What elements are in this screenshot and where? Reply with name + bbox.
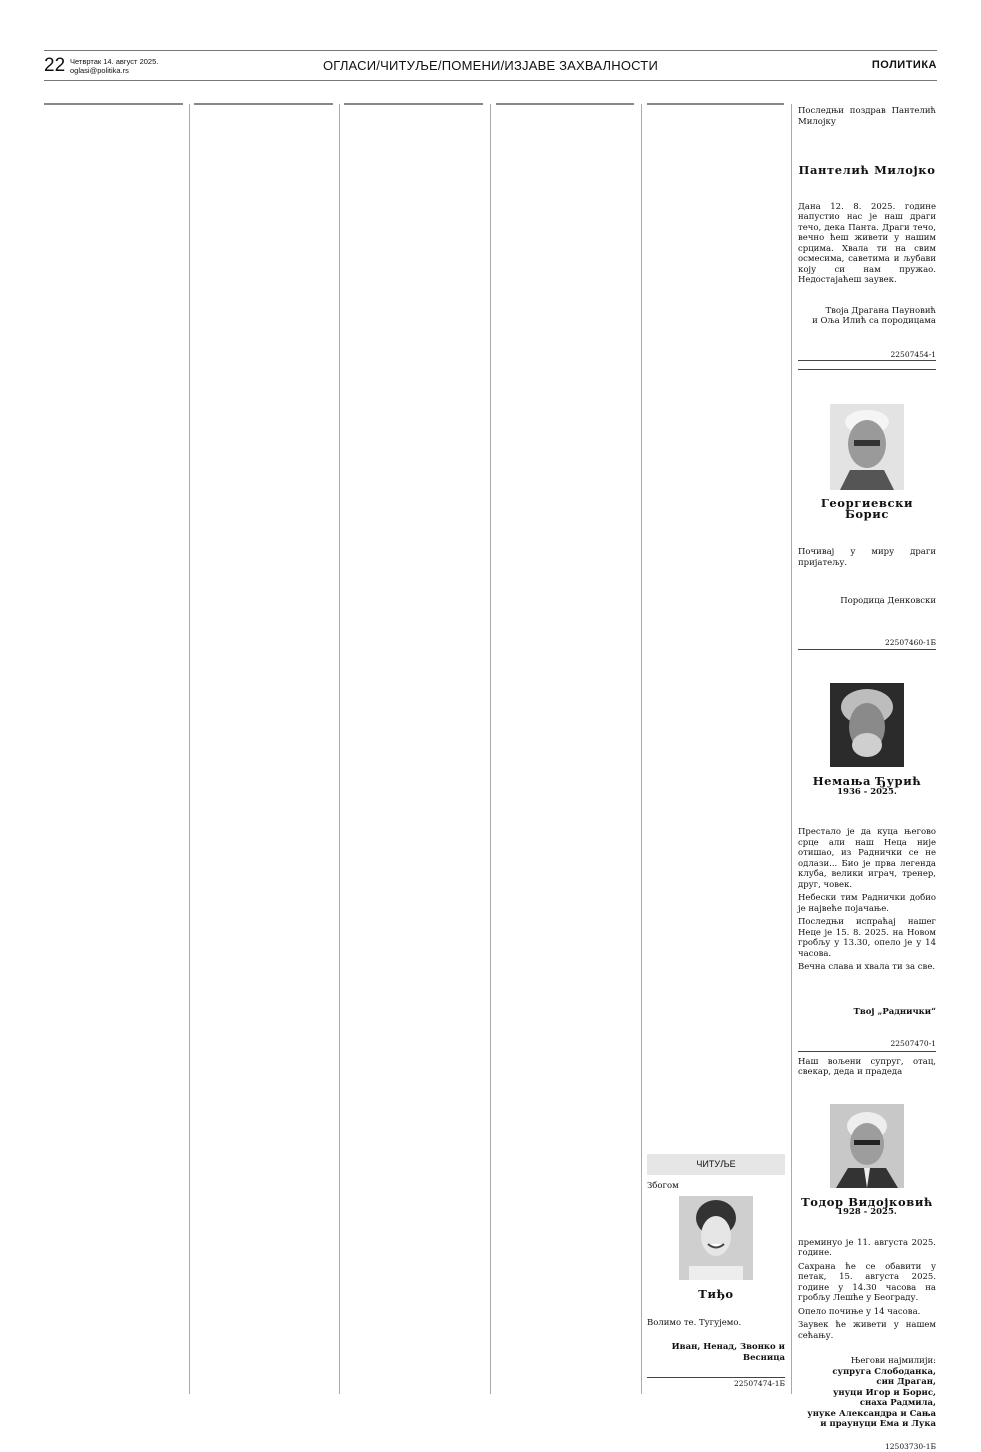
message-paragraph: Небески тим Раднички добио је највеће појачање. bbox=[798, 893, 936, 914]
column-4-top-rule bbox=[496, 103, 634, 105]
header-bottom-rule bbox=[44, 80, 937, 81]
message-paragraph: Сахрана ће се обавити у петак, 15. августа 2025. године у 14.30 часова на гробљу Лешће у Београду. bbox=[798, 1262, 936, 1304]
signature-line: и праунуци Ема и Лука bbox=[798, 1419, 936, 1430]
date: Четвртак 14. август 2025. bbox=[70, 57, 158, 66]
page-number: 22 bbox=[44, 55, 65, 77]
signature-line: унуци Игор и Борис, bbox=[798, 1388, 936, 1399]
column-separator bbox=[189, 104, 190, 1394]
deceased-name: Немања Ђурић bbox=[798, 776, 936, 787]
ad-code: 22507460-1Б bbox=[798, 638, 936, 649]
portrait-photo bbox=[679, 1196, 753, 1280]
intro-text: Последњи поздрав Пантелић Милојку bbox=[798, 106, 936, 127]
ad-rule bbox=[798, 649, 936, 650]
message-text: Дана 12. 8. 2025. године напустио нас је наш драги течо, дека Панта. Драги течо, вечно ћеш живети у нашим срцима. Хвала ти на свим осмесима, саветима и љубави коју си нам пружао. Недостајаћеш заувек. bbox=[798, 202, 936, 286]
deceased-name: Пантелић Милојко bbox=[798, 165, 936, 176]
email-link[interactable]: oglasi@politika.rs bbox=[70, 66, 158, 75]
obituary-tidjo bbox=[647, 1154, 785, 1390]
message-paragraph: преминуо је 11. августа 2025. године. bbox=[798, 1238, 936, 1259]
ad-rule bbox=[647, 1377, 785, 1378]
deceased-name: Тиђо bbox=[647, 1289, 785, 1300]
ad-code: 12503730-1Б bbox=[798, 1442, 936, 1452]
column-3-top-rule bbox=[344, 103, 483, 105]
portrait-photo bbox=[830, 683, 904, 767]
portrait-photo bbox=[830, 1104, 904, 1188]
portrait-photo bbox=[830, 404, 904, 490]
message-paragraph: Вечна слава и хвала ти за све. bbox=[798, 962, 936, 973]
obituary-column-6 bbox=[798, 106, 936, 1452]
signature: Иван, Ненад, Звонко и Весница bbox=[647, 1342, 785, 1363]
life-years: 1928 - 2025. bbox=[798, 1207, 936, 1218]
section-title: ОГЛАСИ/ЧИТУЉЕ/ПОМЕНИ/ИЗЈАВЕ ЗАХВАЛНОСТИ bbox=[0, 58, 981, 73]
category-tag: ЧИТУЉЕ bbox=[647, 1154, 785, 1175]
ad-rule bbox=[798, 369, 936, 370]
signature: Породица Денковски bbox=[798, 596, 936, 607]
ad-rule bbox=[798, 1051, 936, 1052]
signature: Твоја Драгана Пауновић bbox=[798, 306, 936, 317]
message-text: Почивај у миру драги пријатељу. bbox=[798, 547, 936, 568]
column-separator bbox=[641, 104, 642, 1394]
intro-text: Збогом bbox=[647, 1181, 785, 1192]
header-top-rule bbox=[44, 50, 937, 51]
message-paragraph: Престало је да куца његово срце али наш Неца није отишао, из Раднички се не одлази... Био је прва легенда клуба, велики играч, тренер, друг, човек. bbox=[798, 827, 936, 890]
signature-line: Његови најмилији: bbox=[798, 1356, 936, 1367]
column-separator bbox=[339, 104, 340, 1394]
signature-block bbox=[798, 1356, 936, 1430]
message-paragraph: Опело почиње у 14 часова. bbox=[798, 1307, 936, 1318]
signature-line: унуке Александра и Сања bbox=[798, 1409, 936, 1420]
column-1-top-rule bbox=[44, 103, 183, 105]
intro-text: Наш вољени супруг, отац, свекар, деда и прадеда bbox=[798, 1057, 936, 1078]
ad-code: 22507454-1 bbox=[798, 350, 936, 361]
column-separator bbox=[490, 104, 491, 1394]
message-paragraph: Заувек ће живети у нашем сећању. bbox=[798, 1320, 936, 1341]
column-2-top-rule bbox=[194, 103, 333, 105]
column-separator bbox=[791, 104, 792, 1394]
newspaper-logo: ПОЛИТИКА bbox=[872, 59, 937, 71]
message-paragraph: Последњи испраћај нашег Неце је 15. 8. 2025. на Новом гробљу у 13.30, опело је у 14 часова. bbox=[798, 917, 936, 959]
signature: Твој „Раднички“ bbox=[798, 1007, 936, 1018]
signature-line: син Драган, bbox=[798, 1377, 936, 1388]
signature-line: супруга Слободанка, bbox=[798, 1367, 936, 1378]
signature-line: снаха Радмила, bbox=[798, 1398, 936, 1409]
column-5-top-rule bbox=[647, 103, 784, 105]
signature: и Оља Илић са породицама bbox=[798, 316, 936, 327]
life-years: 1936 - 2025. bbox=[798, 787, 936, 798]
ad-code: 22507474-1Б bbox=[647, 1379, 785, 1390]
deceased-name: Георгиевски Борис bbox=[798, 498, 936, 519]
ad-code: 22507470-1 bbox=[798, 1039, 936, 1050]
deceased-name: Тодор Видојковић bbox=[798, 1197, 936, 1208]
message-text: Волимо те. Тугујемо. bbox=[647, 1318, 785, 1329]
